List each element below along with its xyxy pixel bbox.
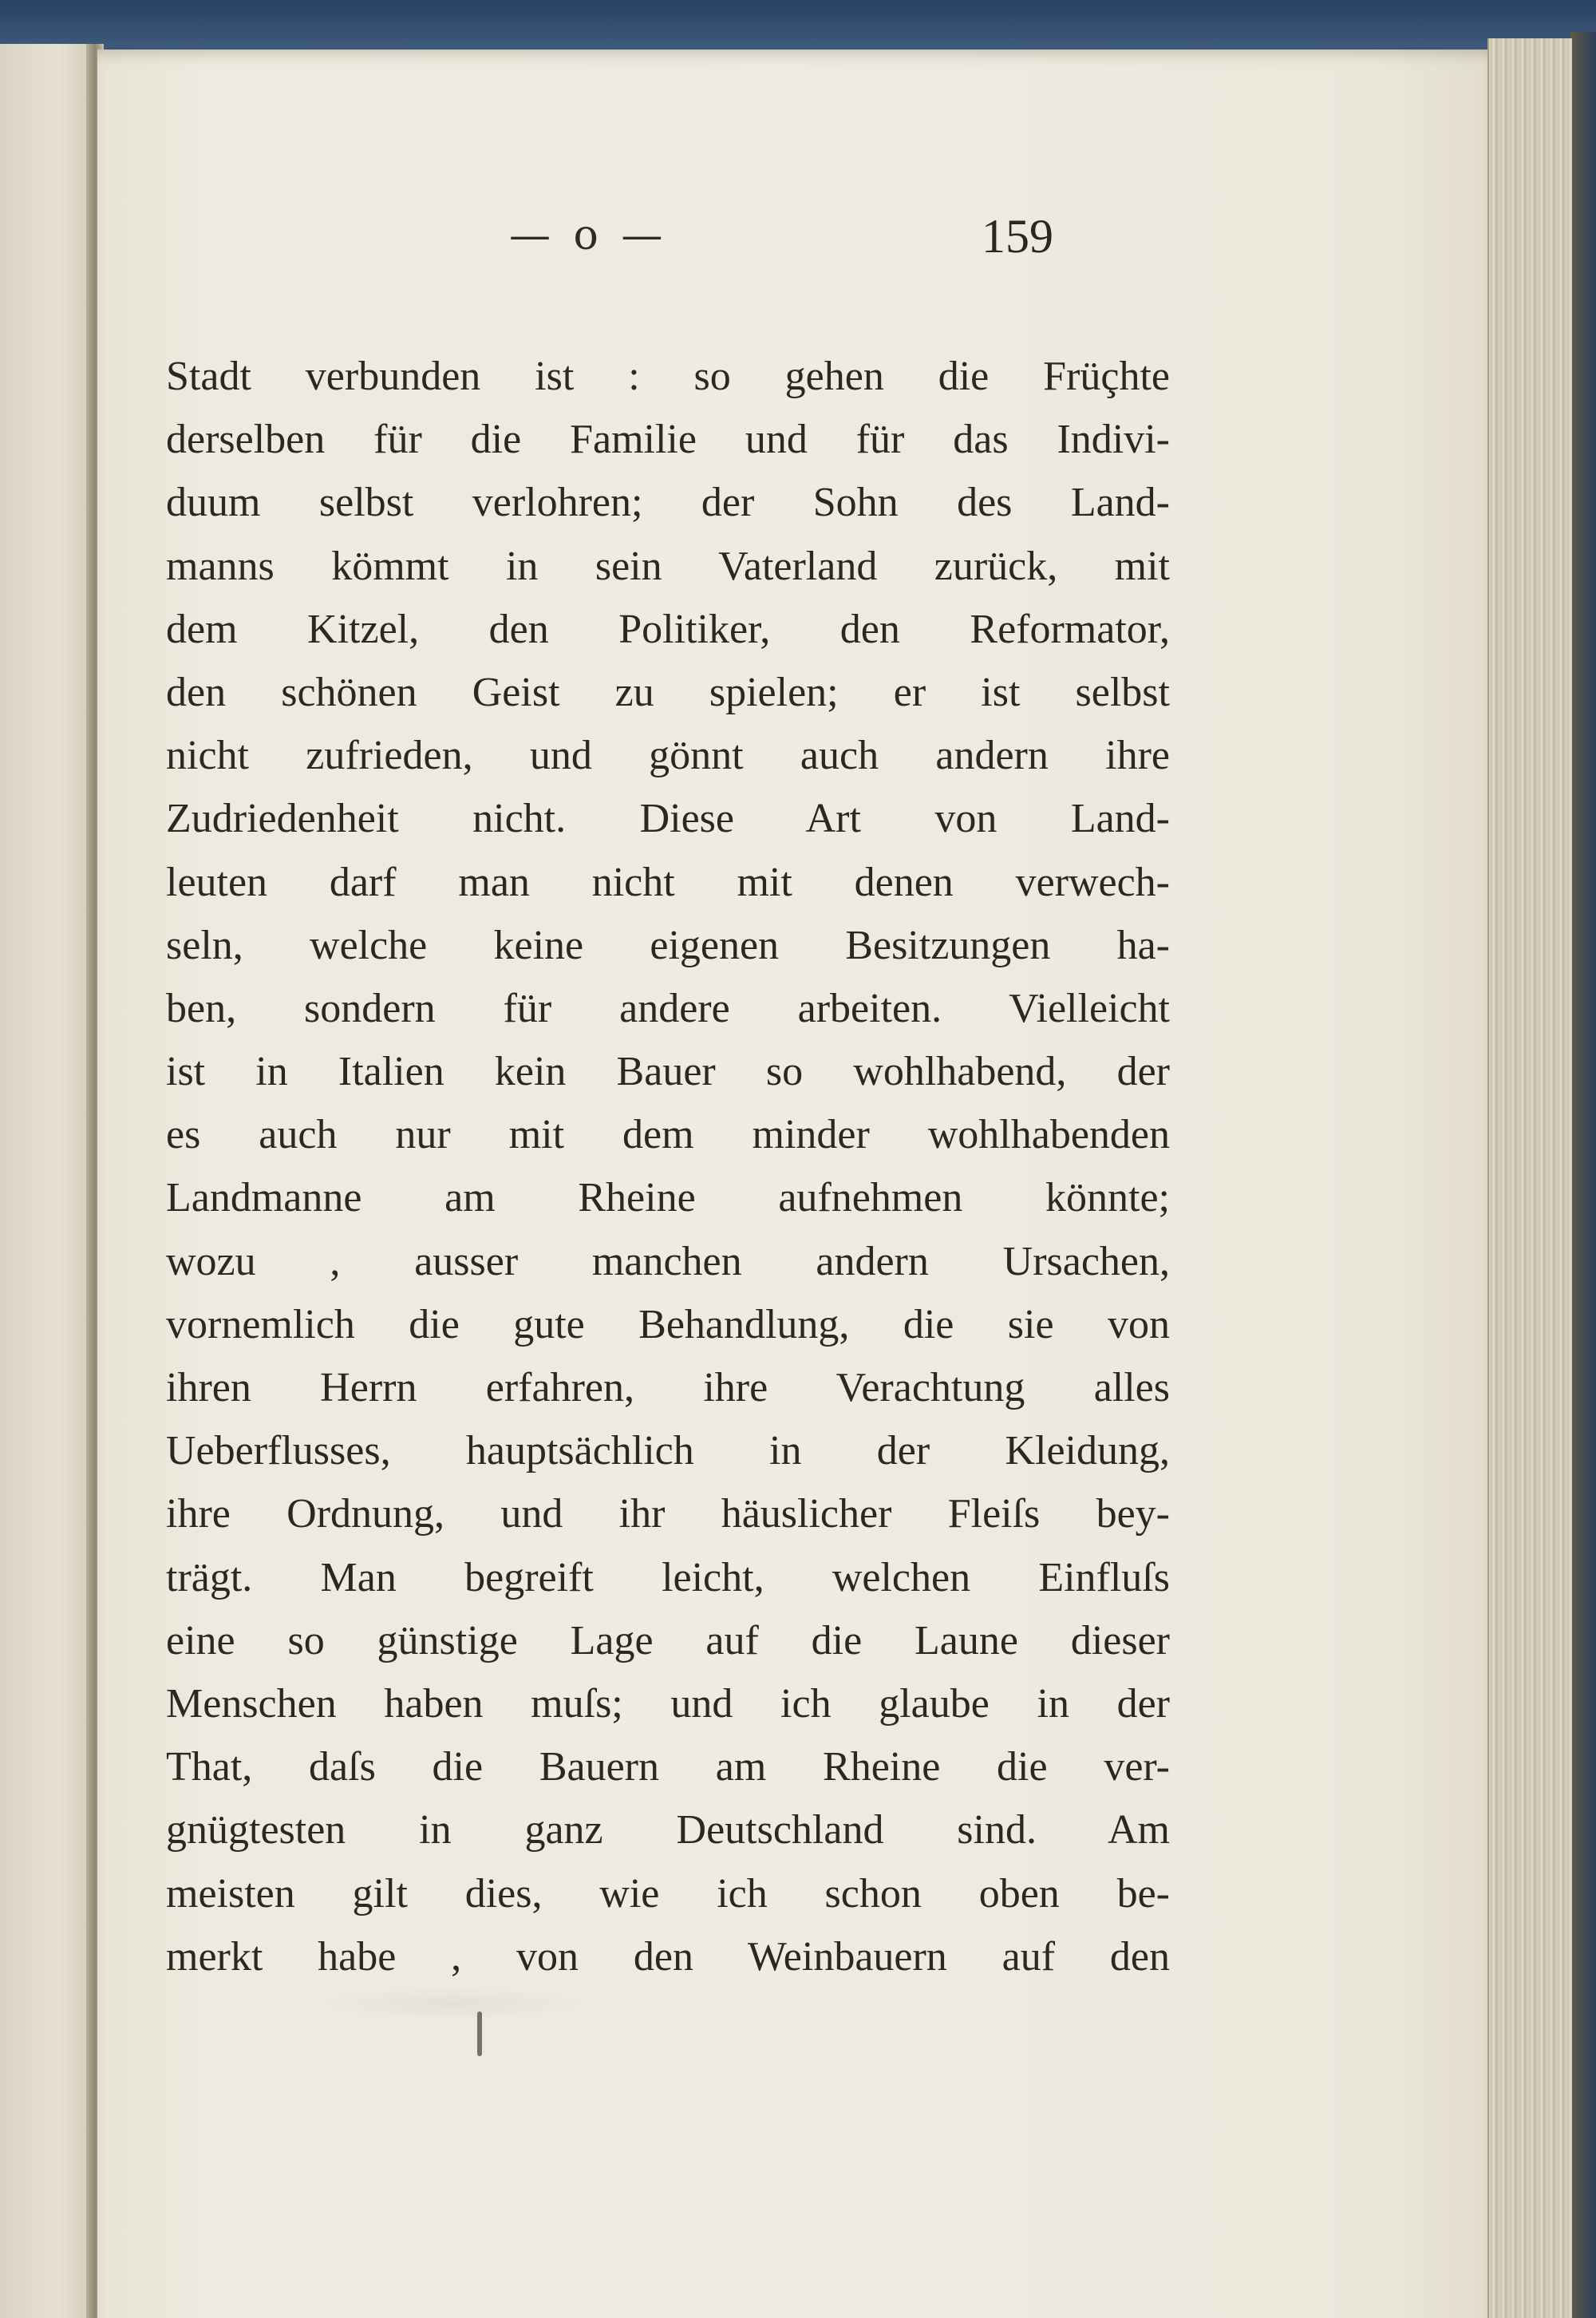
text-line: Zudriedenheit nicht. Diese Art von Land- [166, 796, 1170, 842]
text-line: Landmanne am Rheine aufnehmen könnte; [166, 1175, 1170, 1221]
text-line: eine so günstige Lage auf die Laune dieser [166, 1617, 1170, 1663]
text-line: ben, sondern für andere arbeiten. Vielleicht [166, 985, 1170, 1031]
text-line: ihre Ordnung, und ihr häuslicher Fleiſs bey- [166, 1491, 1170, 1537]
text-line: dem Kitzel, den Politiker, den Reformator, [166, 606, 1170, 652]
text-line: es auch nur mit dem minder wohlhabenden [166, 1112, 1170, 1158]
text-line: seln, welche keine eigenen Besitzungen ha- [166, 922, 1170, 968]
text-line: den schönen Geist zu spielen; er ist selbst [166, 669, 1170, 715]
page-stack-edges [1487, 38, 1572, 2318]
text-line: That, daſs die Bauern am Rheine die ver- [166, 1744, 1170, 1790]
text-line: Menschen haben muſs; und ich glaube in der [166, 1680, 1170, 1727]
text-line: manns kömmt in sein Vaterland zurück, mit [166, 543, 1170, 589]
text-line: gnügtesten in ganz Deutschland sind. Am [166, 1807, 1170, 1853]
body-text [166, 345, 1170, 1988]
text-line: merkt habe , von den Weinbauern auf den [166, 1933, 1170, 1980]
text-line: ihren Herrn erfahren, ihre Verachtung alles [166, 1365, 1170, 1410]
facing-page-edge [0, 44, 99, 2318]
text-line: duum selbst verlohren; der Sohn des Land- [166, 480, 1170, 526]
text-line: Ueberflusses, hauptsächlich in der Kleidung, [166, 1428, 1170, 1474]
text-line: nicht zufrieden, und gönnt auch andern ihre [166, 733, 1170, 779]
text-line: ist in Italien kein Bauer so wohlhabend, der [166, 1049, 1170, 1095]
show-through-bleed [311, 1986, 598, 2021]
text-line: meisten gilt dies, wie ich schon oben be- [166, 1870, 1170, 1917]
text-line: leuten darf man nicht mit denen verwech- [166, 859, 1170, 905]
running-head: — o — [509, 212, 668, 259]
text-line: wozu , ausser manchen andern Ursachen, [166, 1238, 1170, 1284]
text-line: vornemlich die gute Behandlung, die sie von [166, 1301, 1170, 1347]
text-line: trägt. Man begreift leicht, welchen Einfluſs [166, 1554, 1170, 1600]
text-line: Stadt verbunden ist : so gehen die Früçhte [166, 354, 1170, 399]
book-cover-edge [0, 0, 1596, 48]
ink-mark [477, 2011, 482, 2056]
page-stack-shadow [1570, 32, 1596, 2318]
page-number: 159 [982, 210, 1053, 263]
text-line: derselben für die Familie und für das Indivi- [166, 417, 1170, 463]
